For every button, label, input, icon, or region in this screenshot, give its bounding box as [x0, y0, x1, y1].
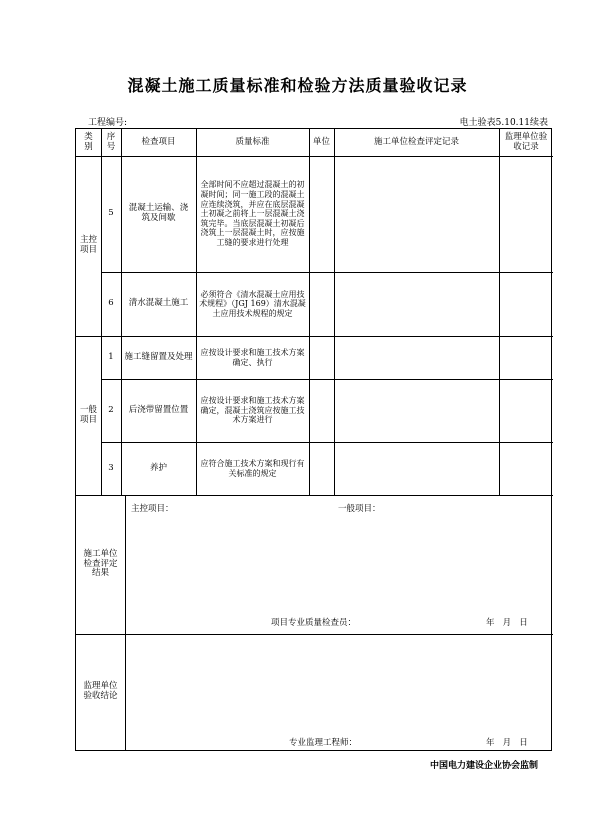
header-supervision-record: 监理单位验收记录 — [504, 131, 548, 152]
group-general-items: 一般项目 — [79, 404, 97, 425]
row-item: 混凝土运输、浇筑及间歇 — [128, 203, 189, 223]
row-standard: 应符合施工技术方案和现行有关标准的规定 — [200, 458, 305, 478]
page-title: 混凝土施工质量标准和检验方法质量验收记录 — [127, 76, 468, 95]
main-items-label: 主控项目： — [131, 504, 174, 514]
row-seq: 1 — [108, 351, 114, 362]
header-construction-record: 施工单位检查评定记录 — [373, 136, 459, 147]
quality-inspector-label: 项目专业质量检查员： — [271, 618, 357, 628]
header-unit: 单位 — [312, 136, 330, 147]
row-seq: 3 — [108, 462, 114, 473]
inspection-table — [75, 128, 552, 751]
header-item: 检查项目 — [141, 136, 176, 147]
row-standard: 应按设计要求和施工技术方案确定，混凝土浇筑应按施工技术方案进行 — [200, 396, 305, 425]
construction-conclusion-label: 施工单位检查评定结果 — [83, 548, 118, 579]
header-category: 类别 — [84, 131, 93, 152]
engineer-date: 年 月 日 — [486, 738, 528, 748]
row-seq: 5 — [108, 208, 114, 219]
supervising-engineer-label: 专业监理工程师： — [289, 738, 358, 748]
general-items-label: 一般项目： — [338, 504, 381, 514]
project-number-label: 工程编号: — [88, 118, 128, 128]
header-standard: 质量标准 — [235, 136, 270, 147]
form-code: 电土验表5.10.11续表 — [459, 118, 548, 128]
row-seq: 2 — [108, 404, 114, 415]
row-standard: 应按设计要求和施工技术方案确定、执行 — [200, 347, 305, 367]
row-item: 清水混凝土施工 — [128, 298, 189, 309]
row-item: 养护 — [149, 462, 167, 473]
row-standard: 全部时间不应超过混凝土的初凝时间；同一施工段的混凝土应连续浇筑，并应在底层混凝土初凝之前将上一层混凝土浇筑完毕。当底层混凝土初凝后浇筑上一层混凝土时，应按施工缝的要求进行处理 — [200, 180, 305, 247]
row-standard: 必须符合《清水混凝土应用技术规程》（JGJ 169）清水混凝土应用技术规程的规定 — [199, 289, 306, 318]
header-seq: 序号 — [106, 131, 116, 152]
group-main-items: 主控项目 — [79, 235, 97, 255]
row-item: 施工缝留置及处理 — [124, 351, 193, 362]
supervision-conclusion-label: 监理单位验收结论 — [83, 681, 118, 701]
row-item: 后浇带留置位置 — [128, 404, 189, 415]
issuer-footer: 中国电力建设企业协会监制 — [429, 761, 538, 771]
inspector-date: 年 月 日 — [486, 618, 528, 628]
row-seq: 6 — [108, 298, 114, 309]
